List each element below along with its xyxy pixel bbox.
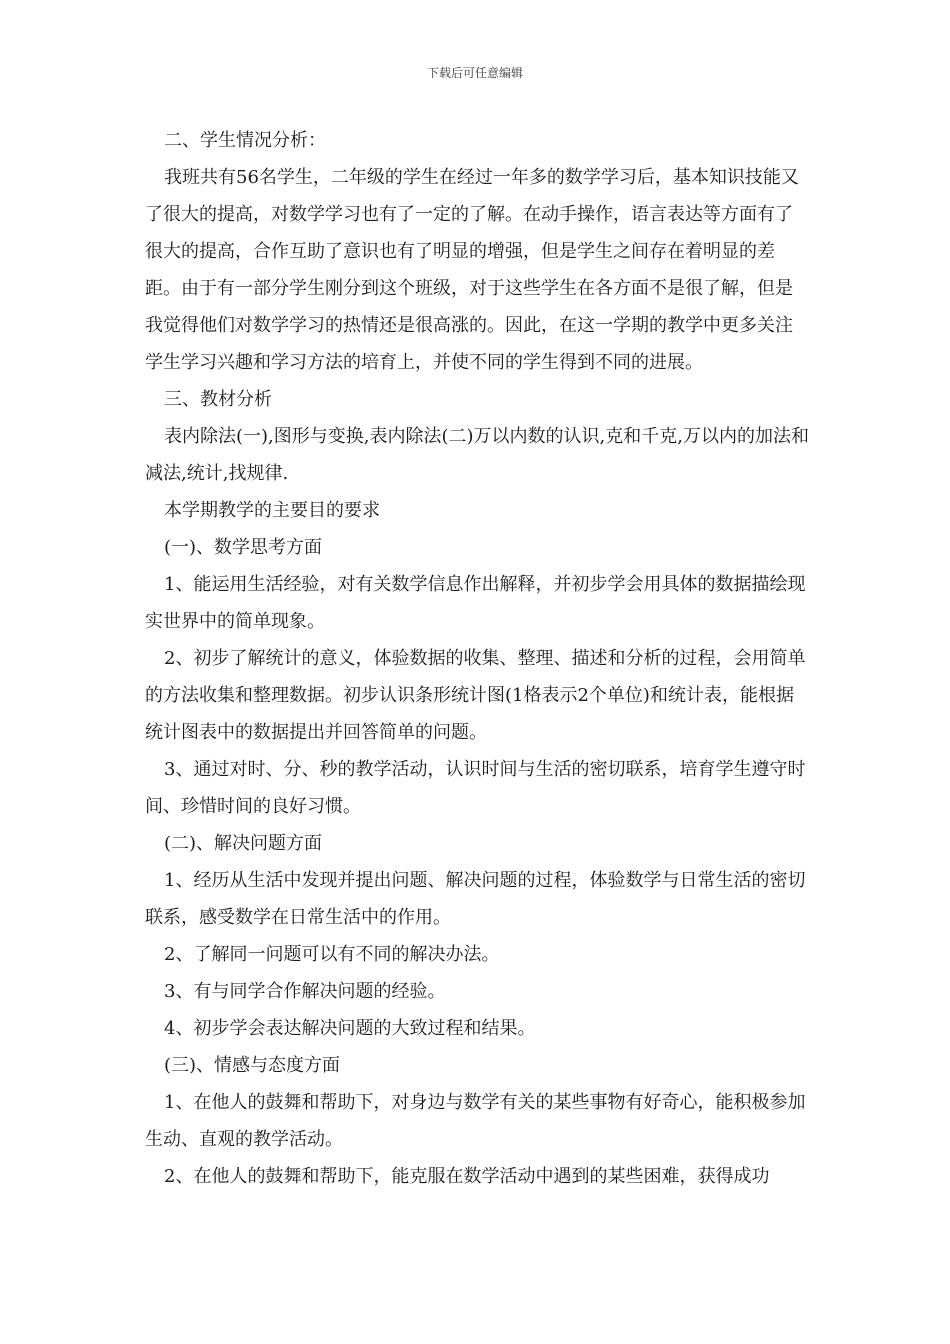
list-item: 2、在他人的鼓舞和帮助下，能克服在数学活动中遇到的某些困难，获得成功 xyxy=(164,1166,770,1187)
heading-textbook-analysis: 三、教材分析 xyxy=(164,389,272,410)
paragraph-textbook-content: 表内除法(一),图形与变换,表内除法(二)万以内数的认识,克和千克,万以内的加法和减法,统计,找规律. xyxy=(145,426,809,484)
list-item: 2、了解同一问题可以有不同的解决办法。 xyxy=(164,944,500,965)
subheading-emotion-attitude: (三)、情感与态度方面 xyxy=(164,1055,341,1076)
subheading-math-thinking: (一)、数学思考方面 xyxy=(164,537,323,558)
document-body xyxy=(145,122,810,1195)
list-item: 4、初步学会表达解决问题的大致过程和结果。 xyxy=(164,1018,536,1039)
list-item: 3、有与同学合作解决问题的经验。 xyxy=(164,981,446,1002)
list-item: 2、初步了解统计的意义，体验数据的收集、整理、描述和分析的过程，会用简单的方法收集和整理数据。初步认识条形统计图(1格表示2个单位)和统计表，能根据统计图表中的数据提出并回答简单的问题。 xyxy=(145,648,806,743)
subheading-problem-solving: (二)、解决问题方面 xyxy=(164,833,323,854)
list-item: 1、经历从生活中发现并提出问题、解决问题的过程，体验数学与日常生活的密切联系，感受数学在日常生活中的作用。 xyxy=(145,870,806,928)
list-item: 3、通过对时、分、秒的教学活动，认识时间与生活的密切联系，培育学生遵守时间、珍惜时间的良好习惯。 xyxy=(145,759,806,817)
heading-student-analysis: 二、学生情况分析： xyxy=(164,130,326,151)
heading-semester-goals: 本学期教学的主要目的要求 xyxy=(164,500,380,521)
paragraph-student-analysis: 我班共有56名学生，二年级的学生在经过一年多的数学学习后，基本知识技能又了很大的提高，对数学学习也有了一定的了解。在动手操作，语言表达等方面有了很大的提高，合作互助了意识也有了明显的增强，但是学生之间存在着明显的差距。由于有一部分学生刚分到这个班级，对于这些学生在各方面不是很了解，但是我觉得他们对数学学习的热情还是很高涨的。因此，在这一学期的教学中更多关注学生学习兴趣和学习方法的培育上，并使不同的学生得到不同的进展。 xyxy=(145,167,799,373)
list-item: 1、在他人的鼓舞和帮助下，对身边与数学有关的某些事物有好奇心，能积极参加生动、直观的教学活动。 xyxy=(145,1092,806,1150)
list-item: 1、能运用生活经验，对有关数学信息作出解释，并初步学会用具体的数据描绘现实世界中的简单现象。 xyxy=(145,574,806,632)
page-header: 下载后可任意编辑 xyxy=(426,66,523,80)
